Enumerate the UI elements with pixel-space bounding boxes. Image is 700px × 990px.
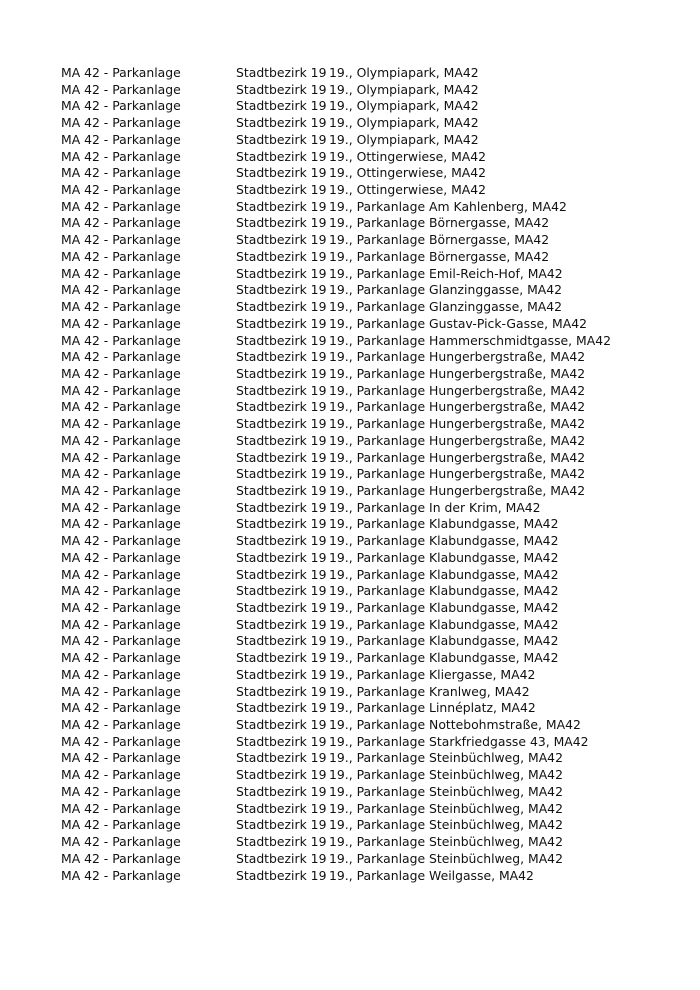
table-row	[61, 333, 611, 350]
category-cell: MA 42 - Parkanlage	[61, 449, 181, 465]
district-cell: Stadtbezirk 19	[236, 349, 327, 365]
category-cell: MA 42 - Parkanlage	[61, 700, 181, 716]
location-cell: 19., Olympiapark, MA42	[329, 131, 479, 147]
category-cell: MA 42 - Parkanlage	[61, 850, 181, 866]
location-cell: 19., Parkanlage Hungerbergstraße, MA42	[329, 466, 586, 482]
location-cell: 19., Parkanlage Hungerbergstraße, MA42	[329, 349, 586, 365]
location-cell: 19., Parkanlage Hungerbergstraße, MA42	[329, 432, 586, 448]
district-cell: Stadtbezirk 19	[236, 800, 327, 816]
location-cell: 19., Parkanlage Glanzinggasse, MA42	[329, 282, 563, 298]
table-row	[61, 851, 611, 868]
location-cell: 19., Parkanlage Steinbüchlweg, MA42	[329, 800, 563, 816]
table-row	[61, 215, 611, 232]
category-cell: MA 42 - Parkanlage	[61, 165, 181, 181]
district-cell: Stadtbezirk 19	[236, 299, 327, 315]
district-cell: Stadtbezirk 19	[236, 633, 327, 649]
category-cell: MA 42 - Parkanlage	[61, 349, 181, 365]
location-cell: 19., Parkanlage Steinbüchlweg, MA42	[329, 750, 563, 766]
table-row	[61, 784, 611, 801]
table-row	[61, 266, 611, 283]
location-cell: 19., Parkanlage Hungerbergstraße, MA42	[329, 482, 586, 498]
location-cell: 19., Parkanlage Hungerbergstraße, MA42	[329, 416, 586, 432]
location-cell: 19., Parkanlage Hammerschmidtgasse, MA42	[329, 332, 611, 348]
district-cell: Stadtbezirk 19	[236, 566, 327, 582]
table-row	[61, 567, 611, 584]
district-cell: Stadtbezirk 19	[236, 416, 327, 432]
table-row	[61, 466, 611, 483]
category-cell: MA 42 - Parkanlage	[61, 98, 181, 114]
category-cell: MA 42 - Parkanlage	[61, 131, 181, 147]
district-cell: Stadtbezirk 19	[236, 81, 327, 97]
table-row	[61, 165, 611, 182]
category-cell: MA 42 - Parkanlage	[61, 65, 181, 80]
district-cell: Stadtbezirk 19	[236, 650, 327, 666]
category-cell: MA 42 - Parkanlage	[61, 332, 181, 348]
table-row	[61, 717, 611, 734]
category-cell: MA 42 - Parkanlage	[61, 315, 181, 331]
table-row	[61, 249, 611, 266]
table-row	[61, 416, 611, 433]
table-row	[61, 483, 611, 500]
district-cell: Stadtbezirk 19	[236, 399, 327, 415]
location-cell: 19., Parkanlage Kliergasse, MA42	[329, 666, 536, 682]
table-row	[61, 349, 611, 366]
district-cell: Stadtbezirk 19	[236, 182, 327, 198]
category-cell: MA 42 - Parkanlage	[61, 499, 181, 515]
location-cell: 19., Parkanlage Am Kahlenberg, MA42	[329, 198, 567, 214]
district-cell: Stadtbezirk 19	[236, 783, 327, 799]
category-cell: MA 42 - Parkanlage	[61, 867, 181, 883]
table-row	[61, 817, 611, 834]
category-cell: MA 42 - Parkanlage	[61, 182, 181, 198]
district-cell: Stadtbezirk 19	[236, 148, 327, 164]
category-cell: MA 42 - Parkanlage	[61, 248, 181, 264]
district-cell: Stadtbezirk 19	[236, 131, 327, 147]
table-row	[61, 399, 611, 416]
table-row	[61, 734, 611, 751]
district-cell: Stadtbezirk 19	[236, 332, 327, 348]
location-cell: 19., Parkanlage Hungerbergstraße, MA42	[329, 382, 586, 398]
location-cell: 19., Parkanlage Kranlweg, MA42	[329, 683, 530, 699]
district-cell: Stadtbezirk 19	[236, 248, 327, 264]
category-cell: MA 42 - Parkanlage	[61, 583, 181, 599]
district-cell: Stadtbezirk 19	[236, 817, 327, 833]
location-cell: 19., Parkanlage Glanzinggasse, MA42	[329, 299, 563, 315]
district-cell: Stadtbezirk 19	[236, 717, 327, 733]
location-cell: 19., Parkanlage Klabundgasse, MA42	[329, 549, 559, 565]
category-cell: MA 42 - Parkanlage	[61, 549, 181, 565]
category-cell: MA 42 - Parkanlage	[61, 198, 181, 214]
location-cell: 19., Parkanlage Steinbüchlweg, MA42	[329, 850, 563, 866]
table-row	[61, 550, 611, 567]
data-table	[61, 65, 611, 884]
location-cell: 19., Parkanlage Klabundgasse, MA42	[329, 533, 559, 549]
category-cell: MA 42 - Parkanlage	[61, 600, 181, 615]
category-cell: MA 42 - Parkanlage	[61, 115, 181, 131]
category-cell: MA 42 - Parkanlage	[61, 800, 181, 816]
district-cell: Stadtbezirk 19	[236, 683, 327, 699]
location-cell: 19., Parkanlage Steinbüchlweg, MA42	[329, 783, 563, 799]
category-cell: MA 42 - Parkanlage	[61, 616, 181, 632]
table-row	[61, 583, 611, 600]
district-cell: Stadtbezirk 19	[236, 482, 327, 498]
category-cell: MA 42 - Parkanlage	[61, 817, 181, 833]
table-row	[61, 450, 611, 467]
location-cell: 19., Parkanlage Klabundgasse, MA42	[329, 600, 559, 615]
district-cell: Stadtbezirk 19	[236, 834, 327, 850]
category-cell: MA 42 - Parkanlage	[61, 750, 181, 766]
location-cell: 19., Olympiapark, MA42	[329, 81, 479, 97]
location-cell: 19., Parkanlage Starkfriedgasse 43, MA42	[329, 733, 589, 749]
district-cell: Stadtbezirk 19	[236, 265, 327, 281]
table-row	[61, 182, 611, 199]
table-row	[61, 366, 611, 383]
district-cell: Stadtbezirk 19	[236, 449, 327, 465]
district-cell: Stadtbezirk 19	[236, 733, 327, 749]
table-row	[61, 232, 611, 249]
category-cell: MA 42 - Parkanlage	[61, 282, 181, 298]
table-row	[61, 132, 611, 149]
category-cell: MA 42 - Parkanlage	[61, 81, 181, 97]
category-cell: MA 42 - Parkanlage	[61, 683, 181, 699]
district-cell: Stadtbezirk 19	[236, 165, 327, 181]
category-cell: MA 42 - Parkanlage	[61, 650, 181, 666]
location-cell: 19., Parkanlage Steinbüchlweg, MA42	[329, 834, 563, 850]
table-row	[61, 433, 611, 450]
table-row	[61, 617, 611, 634]
district-cell: Stadtbezirk 19	[236, 232, 327, 248]
category-cell: MA 42 - Parkanlage	[61, 265, 181, 281]
table-row	[61, 299, 611, 316]
table-row	[61, 533, 611, 550]
district-cell: Stadtbezirk 19	[236, 750, 327, 766]
category-cell: MA 42 - Parkanlage	[61, 299, 181, 315]
category-cell: MA 42 - Parkanlage	[61, 767, 181, 783]
table-row	[61, 65, 611, 82]
table-row	[61, 98, 611, 115]
district-cell: Stadtbezirk 19	[236, 516, 327, 532]
table-row	[61, 600, 611, 617]
district-cell: Stadtbezirk 19	[236, 666, 327, 682]
category-cell: MA 42 - Parkanlage	[61, 432, 181, 448]
location-cell: 19., Parkanlage Klabundgasse, MA42	[329, 516, 559, 532]
table-row	[61, 316, 611, 333]
location-cell: 19., Parkanlage Klabundgasse, MA42	[329, 616, 559, 632]
district-cell: Stadtbezirk 19	[236, 767, 327, 783]
location-cell: 19., Parkanlage Weilgasse, MA42	[329, 867, 534, 883]
district-cell: Stadtbezirk 19	[236, 215, 327, 231]
district-cell: Stadtbezirk 19	[236, 315, 327, 331]
location-cell: 19., Olympiapark, MA42	[329, 98, 479, 114]
table-row	[61, 667, 611, 684]
table-row	[61, 633, 611, 650]
location-cell: 19., Parkanlage Klabundgasse, MA42	[329, 650, 559, 666]
category-cell: MA 42 - Parkanlage	[61, 834, 181, 850]
location-cell: 19., Parkanlage Gustav-Pick-Gasse, MA42	[329, 315, 587, 331]
table-row	[61, 650, 611, 667]
category-cell: MA 42 - Parkanlage	[61, 365, 181, 381]
location-cell: 19., Olympiapark, MA42	[329, 115, 479, 131]
table-row	[61, 500, 611, 517]
district-cell: Stadtbezirk 19	[236, 282, 327, 298]
location-cell: 19., Parkanlage Börnergasse, MA42	[329, 215, 550, 231]
location-cell: 19., Parkanlage Börnergasse, MA42	[329, 232, 550, 248]
location-cell: 19., Ottingerwiese, MA42	[329, 165, 487, 181]
location-cell: 19., Parkanlage In der Krim, MA42	[329, 499, 541, 515]
category-cell: MA 42 - Parkanlage	[61, 416, 181, 432]
location-cell: 19., Parkanlage Klabundgasse, MA42	[329, 583, 559, 599]
table-row	[61, 383, 611, 400]
location-cell: 19., Parkanlage Hungerbergstraße, MA42	[329, 399, 586, 415]
location-cell: 19., Parkanlage Hungerbergstraße, MA42	[329, 449, 586, 465]
district-cell: Stadtbezirk 19	[236, 700, 327, 716]
table-row	[61, 801, 611, 818]
district-cell: Stadtbezirk 19	[236, 583, 327, 599]
table-row	[61, 82, 611, 99]
location-cell: 19., Ottingerwiese, MA42	[329, 182, 487, 198]
location-cell: 19., Parkanlage Steinbüchlweg, MA42	[329, 767, 563, 783]
district-cell: Stadtbezirk 19	[236, 115, 327, 131]
category-cell: MA 42 - Parkanlage	[61, 733, 181, 749]
category-cell: MA 42 - Parkanlage	[61, 482, 181, 498]
table-row	[61, 700, 611, 717]
district-cell: Stadtbezirk 19	[236, 198, 327, 214]
table-row	[61, 684, 611, 701]
category-cell: MA 42 - Parkanlage	[61, 566, 181, 582]
category-cell: MA 42 - Parkanlage	[61, 148, 181, 164]
district-cell: Stadtbezirk 19	[236, 616, 327, 632]
location-cell: 19., Parkanlage Klabundgasse, MA42	[329, 566, 559, 582]
table-row	[61, 868, 611, 885]
district-cell: Stadtbezirk 19	[236, 432, 327, 448]
table-row	[61, 767, 611, 784]
category-cell: MA 42 - Parkanlage	[61, 533, 181, 549]
district-cell: Stadtbezirk 19	[236, 466, 327, 482]
category-cell: MA 42 - Parkanlage	[61, 783, 181, 799]
location-cell: 19., Ottingerwiese, MA42	[329, 148, 487, 164]
table-row	[61, 834, 611, 851]
table-row	[61, 282, 611, 299]
category-cell: MA 42 - Parkanlage	[61, 466, 181, 482]
category-cell: MA 42 - Parkanlage	[61, 516, 181, 532]
category-cell: MA 42 - Parkanlage	[61, 633, 181, 649]
location-cell: 19., Parkanlage Linnéplatz, MA42	[329, 700, 536, 716]
district-cell: Stadtbezirk 19	[236, 600, 327, 615]
table-row	[61, 149, 611, 166]
district-cell: Stadtbezirk 19	[236, 98, 327, 114]
district-cell: Stadtbezirk 19	[236, 850, 327, 866]
category-cell: MA 42 - Parkanlage	[61, 215, 181, 231]
table-body	[61, 65, 611, 884]
location-cell: 19., Parkanlage Klabundgasse, MA42	[329, 633, 559, 649]
location-cell: 19., Parkanlage Börnergasse, MA42	[329, 248, 550, 264]
location-cell: 19., Olympiapark, MA42	[329, 65, 479, 80]
location-cell: 19., Parkanlage Steinbüchlweg, MA42	[329, 817, 563, 833]
category-cell: MA 42 - Parkanlage	[61, 232, 181, 248]
district-cell: Stadtbezirk 19	[236, 365, 327, 381]
table-row	[61, 199, 611, 216]
category-cell: MA 42 - Parkanlage	[61, 666, 181, 682]
table-row	[61, 516, 611, 533]
district-cell: Stadtbezirk 19	[236, 533, 327, 549]
district-cell: Stadtbezirk 19	[236, 65, 327, 80]
district-cell: Stadtbezirk 19	[236, 549, 327, 565]
location-cell: 19., Parkanlage Nottebohmstraße, MA42	[329, 717, 581, 733]
location-cell: 19., Parkanlage Emil-Reich-Hof, MA42	[329, 265, 563, 281]
district-cell: Stadtbezirk 19	[236, 382, 327, 398]
table-row	[61, 115, 611, 132]
category-cell: MA 42 - Parkanlage	[61, 717, 181, 733]
category-cell: MA 42 - Parkanlage	[61, 382, 181, 398]
table-row	[61, 750, 611, 767]
district-cell: Stadtbezirk 19	[236, 867, 327, 883]
category-cell: MA 42 - Parkanlage	[61, 399, 181, 415]
location-cell: 19., Parkanlage Hungerbergstraße, MA42	[329, 365, 586, 381]
district-cell: Stadtbezirk 19	[236, 499, 327, 515]
